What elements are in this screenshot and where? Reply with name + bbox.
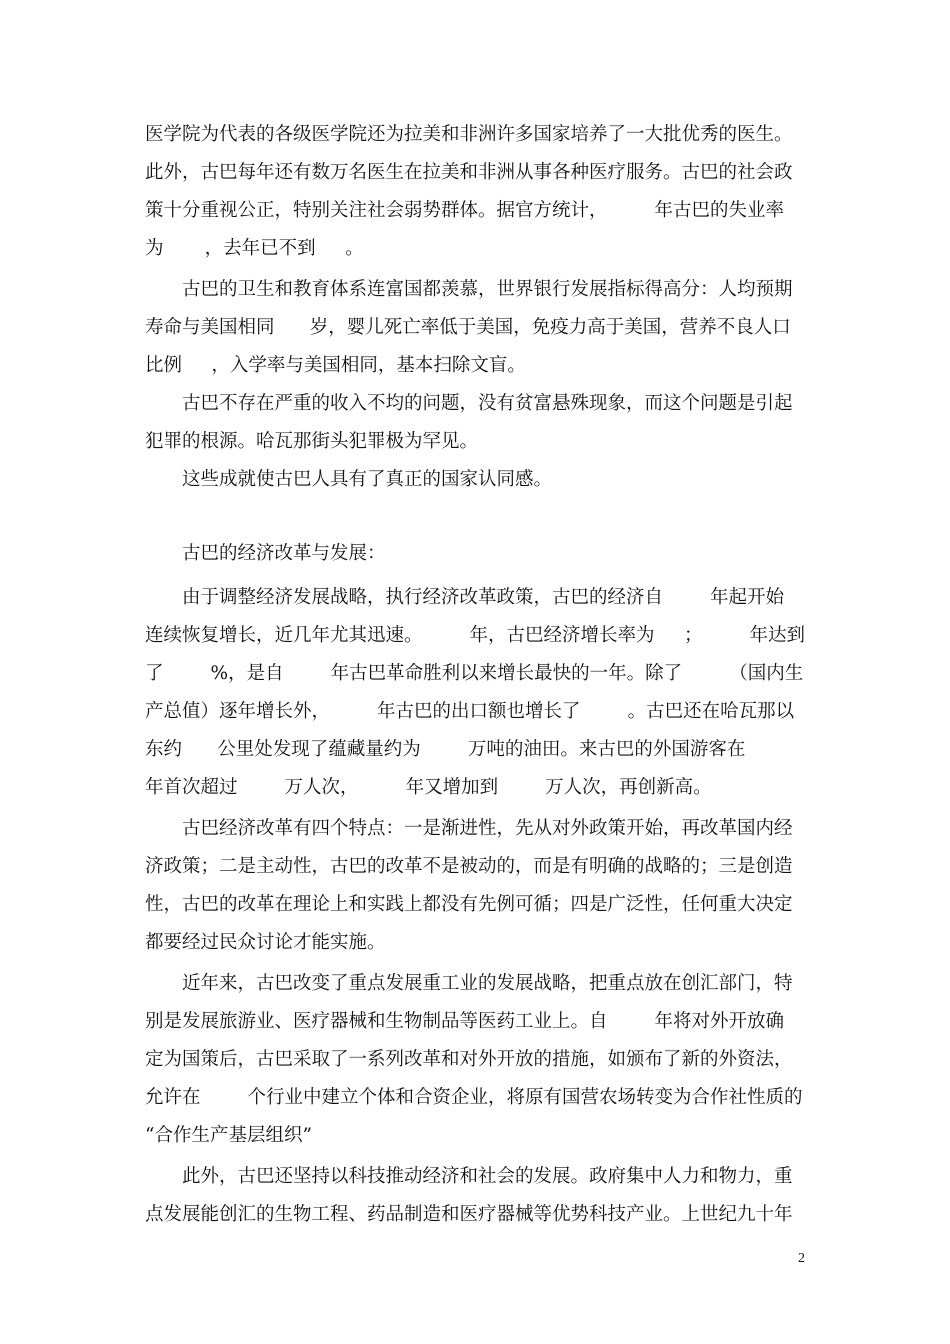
text-line: 点发展能创汇的生物工程、药品制造和医疗器械等优势科技产业。上世纪九十年 xyxy=(145,1204,793,1225)
text-line: 此外，古巴每年还有数万名医生在拉美和非洲从事各种医疗服务。古巴的社会政 xyxy=(145,162,793,183)
text-line: “合作生产基层组织” xyxy=(145,1125,312,1146)
text-line: 都要经过民众讨论才能实施。 xyxy=(145,932,386,953)
paragraph-first-line: 古巴的卫生和教育体系连富国都羡慕，世界银行发展指标得高分：人均预期 xyxy=(182,279,793,300)
text-line: 连续恢复增长，近几年尤其迅速。 年，古巴经济增长率为 ； 年达到 xyxy=(145,625,805,646)
text-line: 为 ，去年已不到 。 xyxy=(145,238,364,259)
text-line: 年首次超过 万人次， 年又增加到 万人次，再创新高。 xyxy=(145,777,712,798)
paragraph-first-line: 这些成就使古巴人具有了真正的国家认同感。 xyxy=(182,469,553,490)
text-line: 比例 ，入学率与美国相同，基本扫除文盲。 xyxy=(145,355,526,376)
text-line: 定为国策后，古巴采取了一系列改革和对外开放的措施，如颁布了新的外资法， xyxy=(145,1049,793,1070)
text-line: 别是发展旅游业、医疗器械和生物制品等医药工业上。自 年将对外开放确 xyxy=(145,1011,785,1032)
text-line: 策十分重视公正，特别关注社会弱势群体。据官方统计， 年古巴的失业率 xyxy=(145,200,785,221)
text-line: 性，古巴的改革在理论上和实践上都没有先例可循；四是广泛性，任何重大决定 xyxy=(145,894,793,915)
paragraph-first-line: 此外，古巴还坚持以科技推动经济和社会的发展。政府集中人力和物力，重 xyxy=(182,1166,793,1187)
paragraph-first-line: 由于调整经济发展战略，执行经济改革政策，古巴的经济自 年起开始 xyxy=(182,587,785,608)
paragraph-first-line: 近年来，古巴改变了重点发展重工业的发展战略，把重点放在创汇部门，特 xyxy=(182,973,793,994)
section-heading: 古巴的经济改革与发展： xyxy=(182,543,386,564)
paragraph-first-line: 古巴不存在严重的收入不均的问题，没有贫富悬殊现象，而这个问题是引起 xyxy=(182,393,793,414)
text-line: 了 %，是自 年古巴革命胜利以来增长最快的一年。除了 （国内生 xyxy=(145,663,804,684)
text-line: 允许在 个行业中建立个体和合资企业，将原有国营农场转变为合作社性质的 xyxy=(145,1087,803,1108)
text-line: 济政策；二是主动性，古巴的改革不是被动的，而是有明确的战略的；三是创造 xyxy=(145,856,793,877)
page-number: 2 xyxy=(798,1251,805,1266)
text-line: 东约 公里处发现了蕴藏量约为 万吨的油田。来古巴的外国游客在 xyxy=(145,739,746,760)
text-line: 犯罪的根源。哈瓦那街头犯罪极为罕见。 xyxy=(145,431,479,452)
paragraph-first-line: 古巴经济改革有四个特点：一是渐进性，先从对外政策开始，再改革国内经 xyxy=(182,818,793,839)
text-line: 产总值）逐年增长外， 年古巴的出口额也增长了 。古巴还在哈瓦那以 xyxy=(145,701,795,722)
text-line: 医学院为代表的各级医学院还为拉美和非洲许多国家培养了一大批优秀的医生。 xyxy=(145,124,793,145)
text-line: 寿命与美国相同 岁，婴儿死亡率低于美国，免疫力高于美国，营养不良人口 xyxy=(145,317,791,338)
